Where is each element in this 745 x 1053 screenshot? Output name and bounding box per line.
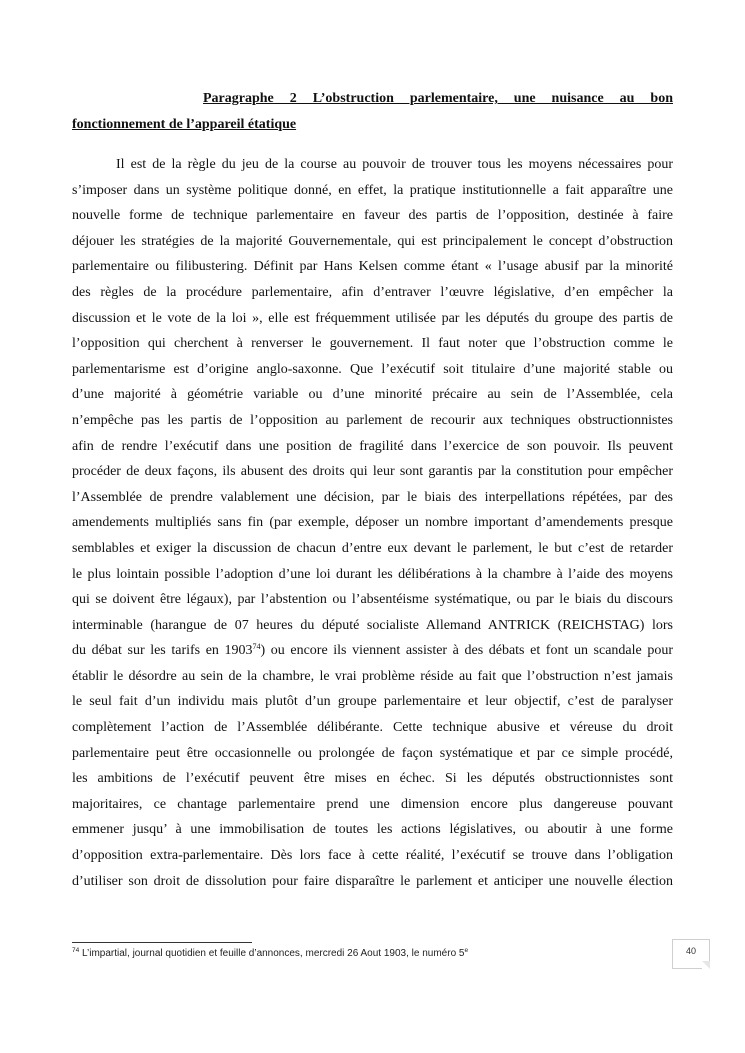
paragraph-line: d’opposition extra-parlementaire. Dès lors face à cette réalité, l’exécutif se trouve dans l’obligation <box>72 848 673 864</box>
footnote-separator <box>72 942 252 943</box>
paragraph-line: complètement l’action de l’Assemblée délibérante. Cette technique abusive et véreuse du droit <box>72 720 673 736</box>
paragraph-line: les ambitions de l’exécutif peuvent être mises en échec. Si les députés obstructionnistes sont <box>72 771 673 787</box>
paragraph-line: Il est de la règle du jeu de la course au pouvoir de trouver tous les moyens nécessaires pour <box>116 157 673 172</box>
paragraph-line: nouvelle forme de technique parlementaire en faveur des partis de l’opposition, destinée à faire <box>72 208 673 224</box>
page-number: 40 <box>672 939 710 969</box>
section-heading <box>72 86 673 138</box>
paragraph-line: d’une majorité à géométrie variable ou d’une minorité précaire au sein de l’Assemblée, cela <box>72 387 673 403</box>
paragraph-line: d’utiliser son droit de dissolution pour faire disparaître le parlement et anticiper une nouvelle élection <box>72 873 673 889</box>
heading-line-1: Paragraphe 2 L’obstruction parlementaire, une nuisance au bon <box>203 91 673 106</box>
paragraph-line: l’Assemblée de prendre valablement une décision, par le biais des interpellations répétées, par des <box>72 489 673 505</box>
heading-line-2: fonctionnement de l’appareil étatique <box>72 117 297 132</box>
paragraph-line-with-footnote <box>72 638 673 664</box>
paragraph-line: interminable (harangue de 07 heures du député socialiste Allemand ANTRICK (REICHSTAG) lors <box>72 617 673 633</box>
paragraph-line: semblables et exiger la discussion de chacun d’entre eux devant le parlement, le but c’est de retarder <box>72 540 673 556</box>
paragraph-line: des règles de la procédure parlementaire, afin d’entraver l’œuvre législative, d’en empêcher la <box>72 284 673 300</box>
paragraph-line: déjouer les stratégies de la majorité Gouvernementale, qui est principalement le concept d’obstruction <box>72 233 673 249</box>
footnote <box>72 948 468 959</box>
footnote-number: 74 <box>72 947 80 954</box>
footnote-suffix: e <box>464 947 469 954</box>
line-text-after-ref: ) ou encore ils viennent assister à des débats et font un scandale pour <box>260 643 673 659</box>
paragraph-line: l’opposition qui cherchent à renverser le gouvernement. Il faut noter que l’obstruction comme le <box>72 336 673 352</box>
paragraph-line: qui se doivent être légaux), par l’abstention ou l’absentéisme systématique, ou par le biais du discours <box>72 592 673 608</box>
paragraph-line: le seul fait d’un individu mais plutôt d’un groupe parlementaire et leur objectif, c’est de paralyser <box>72 694 673 710</box>
paragraph-line: procéder de deux façons, ils abusent des droits qui leur sont garantis par la constitution pour empêcher <box>72 464 673 480</box>
footnote-text: L’impartial, journal quotidien et feuille d’annonces, mercredi 26 Aout 1903, le numéro 5 <box>79 948 465 959</box>
paragraph-line: parlementarisme est d’origine anglo-saxonne. Que l’exécutif soit titulaire d’une majorité stable ou <box>72 361 673 377</box>
paragraph-line: parlementaire peut être occasionnelle ou prolongée de façon systématique et par ce simple procédé, <box>72 745 673 761</box>
paragraph-line: afin de rendre l’exécutif dans une position de fragilité dans l’exercice de son pouvoir. Ils peuvent <box>72 438 673 454</box>
paragraph-line: s’imposer dans un système politique donné, en effet, la pratique institutionnelle a fait apparaître une <box>72 182 673 198</box>
line-text-before-ref: du débat sur les tarifs en 1903 <box>72 643 253 659</box>
paragraph-line: parlementaire ou filibustering. Définit par Hans Kelsen comme étant « l’usage abusif par la minorité <box>72 259 673 275</box>
paragraph-line: amendements multipliés sans fin (par exemple, déposer un nombre important d’amendements presque <box>72 515 673 531</box>
paragraph-line: emmener jusqu’ à une immobilisation de toutes les actions législatives, ou aboutir à une forme <box>72 822 673 838</box>
paragraph-line: le plus lointain possible l’adoption d’une loi durant les délibérations à la chambre à l’aide des moyens <box>72 566 673 582</box>
paragraph-line: discussion et le vote de la loi », elle est fréquemment utilisée par les députés du groupe des partis de <box>72 310 673 326</box>
paragraph-line: majoritaires, ce chantage parlementaire prend une dimension encore plus dangereuse pouvant <box>72 796 673 812</box>
paragraph-line: n’empêche pas les partis de l’opposition au parlement de recourir aux techniques obstructionnistes <box>72 412 673 428</box>
footnote-reference[interactable]: 74 <box>252 642 261 652</box>
paragraph-line: établir le désordre au sein de la chambre, le vrai problème réside au fait que l’obstruction n’est jamais <box>72 668 673 684</box>
body-paragraph <box>72 152 673 894</box>
